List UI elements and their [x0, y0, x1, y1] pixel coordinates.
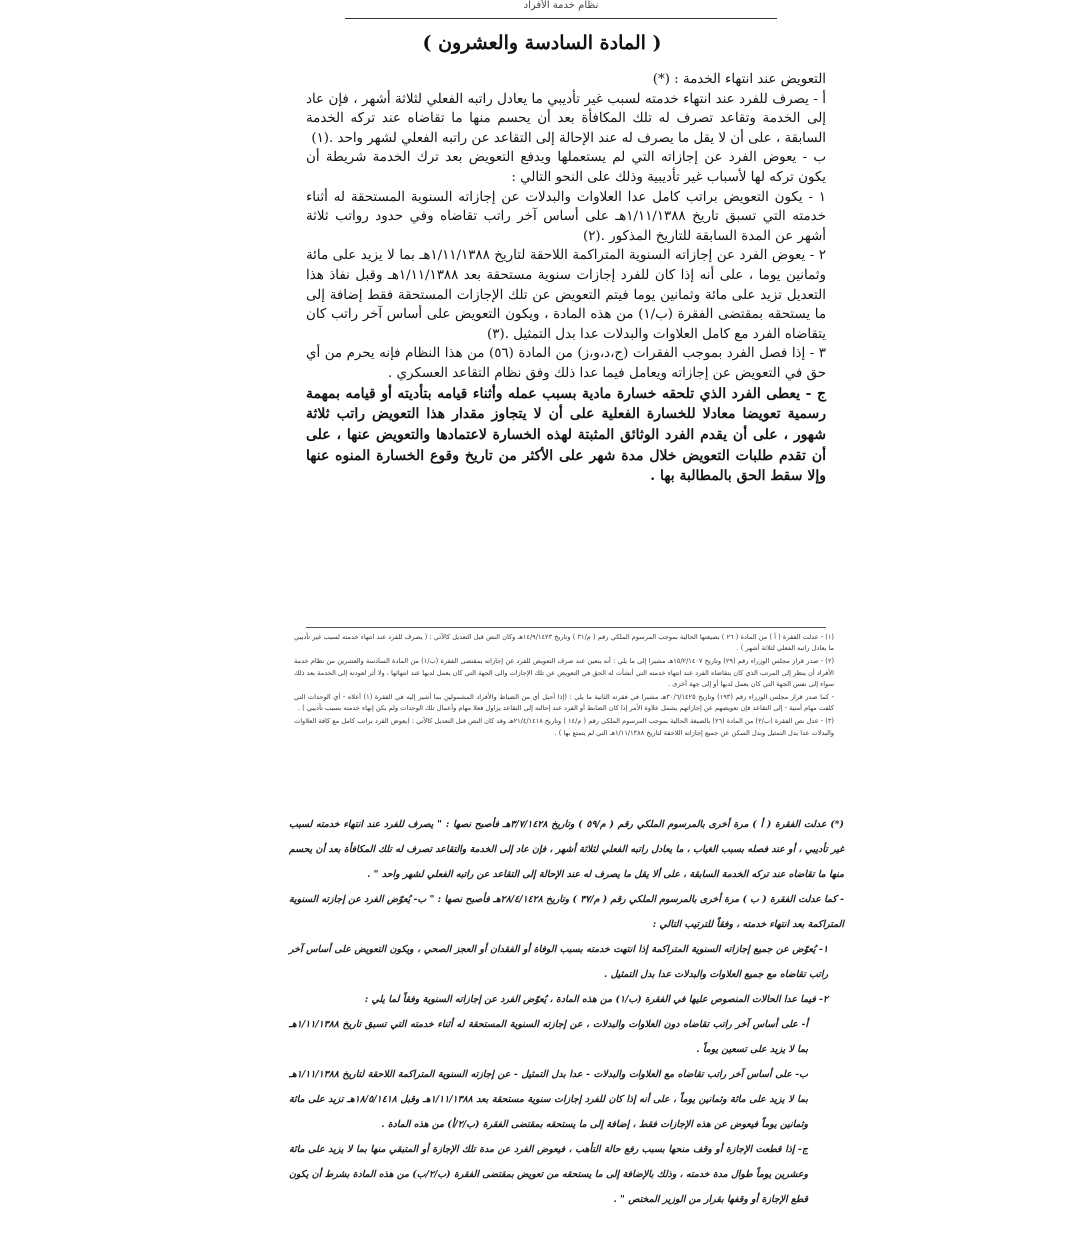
amendment-note: ب- على أساس آخر راتب تقاضاه مع العلاوات والبدلات - عدا بدل التمثيل - عن إجازته السنوية المتراكمة اللاحقة لتاريخ ١/١١/١٣٨٨هـ بما لا يزيد على مائة وثمانين يوماً ، على أنه إذا كان للفرد إجازات سنوية مستحقة بعد ١/١١/١٣٨٨هـ وقبل ١٨/٥/١٤١٨هـ تزيد على مائة وثمانين يوماً فيعوض عن هذه الإجازات فقط ، إضافة إلى ما يستحقه بمقتضى الفقرة (ب/٢/أ) من هذه المادة . [289, 1069, 808, 1130]
running-title: نظام خدمة الأفراد [523, 0, 599, 11]
footnote-1: (١) - عدلت الفقرة ( أ ) من المادة ( ٢٦ ) بصيغتها الحالية بموجب المرسوم الملكي رقم ( م/٣١ ) وتاريخ ١٤/٩/١٤٢٣هـ وكان النص قبل التعديل كالآتي : ( يصرف للفرد عند انتهاء خدمته لسبب غير تأديبي ما يعادل راتبه الفعلي لثلاثة أشهر ) . [294, 633, 834, 653]
footnote-2-cont: - كما صدر قرار مجلس الوزراء رقم (١٩٣) وتاريخ ٣٠/٦/١٤٢٥هـ مشيرا في فقرته الثانية ما يلي : (إذا أحيل أي من الضباط والأفراد المشمولين بما أشير إليه في الفقرة (١) أعلاه - أي الوحدات التي كلفت مهام أمنية - إلى التقاعد فإن تعويضهم عن إجازاتهم يشمل علاوة الأمر إذا كان الضابط أو الفرد عند إحالته إلى التقاعد يزاول فعلا مهام وأعمال تلك الوحدات ولم يكن إنهاء خدمته بسبب تأديبي ) . [294, 693, 834, 713]
amendment-notes [289, 812, 844, 1212]
paragraph-a: أ - يصرف للفرد عند انتهاء خدمته لسبب غير تأديبي ما يعادل راتبه الفعلي لثلاثة أشهر ، فإن عاد إلى الخدمة وتقاعد تصرف له تلك المكافأة بعد أن يحسم منها ما تقاضاه عند تركه الخدمة السابقة ، على أن لا يقل ما يصرف له عند الإحالة إلى التقاعد عن راتبه الفعلي لشهر واحد .(١) [306, 91, 826, 146]
amendment-note: ج- إذا قطعت الإجازة أو وقف منحها بسبب رفع حالة التأهب ، فيعوض الفرد عن مدة تلك الإجازة أو المتبقي منها بما لا يزيد على مائة وعشرين يوماً طوال مدة خدمته ، وذلك بالإضافة إلى ما يستحقه من تعويض بمقتضى الفقرة (ب/٢/ب) من هذه المادة بشرط أن يكون قطع الإجازة أو وقفها بقرار من الوزير المختص " . [289, 1144, 808, 1205]
paragraph-b3: ٣ - إذا فصل الفرد بموجب الفقرات (ج،د،و،ز) من المادة (٥٦) من هذا النظام فإنه يحرم من أي حق في التعويض عن إجازاته ويعامل فيما عدا ذلك وفق نظام التقاعد العسكري . [306, 346, 826, 381]
amendment-note: أ- على أساس آخر راتب تقاضاه دون العلاوات والبدلات ، عن إجازته السنوية المستحقة له أثناء خدمته التي تسبق تاريخ ١/١١/١٣٨٨هـ بما لا يزيد على تسعين يوماً . [289, 1019, 808, 1055]
amendment-note: - كما عدلت الفقرة ( ب ) مرة أخرى بالمرسوم الملكي رقم ( م/٣٧ ) وتاريخ ٢٨/٤/١٤٢٨هـ فأصبح نصها : " ب- يُعوّض الفرد عن إجازته السنوية المتراكمة بعد انتهاء خدمته ، وفقاً للترتيب التالي : [289, 894, 844, 930]
footnote-divider [306, 627, 826, 628]
paragraph-b1: ١ - يكون التعويض براتب كامل عدا العلاوات والبدلات عن إجازاته السنوية المستحقة له أثناء خدمته التي تسبق تاريخ ١/١١/١٣٨٨هـ على أساس آخر راتب تقاضاه وفي حدود رواتب ثلاثة أشهر عن المدة السابقة للتاريخ المذكور .(٢) [306, 189, 826, 244]
running-header [345, 0, 777, 19]
amendment-note: ١- يُعوّض عن جميع إجازاته السنوية المتراكمة إذا انتهت خدمته بسبب الوفاة أو الفقدان أو العجز الصحي ، ويكون التعويض على أساس آخر راتب تقاضاه مع جميع العلاوات والبدلات عدا بدل التمثيل . [289, 944, 828, 980]
footnote-3: (٣) - عدل نص الفقرة (ب/٢) من المادة (٢٦) بالصيغة الحالية بموجب المرسوم الملكي رقم ( م/١٤ ) وتاريخ ٢١/٤/١٤١٨هـ وقد كان النص قبل التعديل كالآتي : (يعوض الفرد براتب كامل مع كافة العلاوات والبدلات عدا بدل التمثيل وبدل السكن عن جميع إجازاته اللاحقة لتاريخ ١/١١/١٣٨٨هـ التي لم يتمتع بها ) . [294, 717, 834, 737]
article-title: ( المادة السادسة والعشرون ) [422, 32, 662, 54]
footnote-2: (٢) - صدر قرار مجلس الوزراء رقم (٢٩) وتاريخ ١٥/٢/١٤٠٧هـ مشيرا إلى ما يلي : أنه يتعين عند صرف التعويض للفرد عن إجازاته بمقتضى الفقرة (ب/١) من المادة السادسة والعشرين من نظام خدمة الأفراد أن ينظر إلى المرتب الذي كان يتقاضاه الفرد عند انتهاء خدمته التي أنشأت له الحق في التعويض عن تلك الإجازات والى الجهة التي كان يعمل لديها عند انتهائها ، ولا أثر لعودته إلى الخدمة بعد ذلك سواء إلى نفس الجهة التي كان يعمل لديها أو إلى جهة أخرى . [294, 657, 835, 688]
footnotes [294, 632, 834, 741]
paragraph-c: ج - يعطى الفرد الذي تلحقه خسارة مادية بسبب عمله وأثناء قيامه بتأديته أو قيامه بمهمة رسمية تعويضا معادلا للخسارة الفعلية على أن لا يتجاوز مقدار هذا التعويض راتب ثلاثة شهور ، على أن يقدم الفرد الوثائق المثبتة لهذه الخسارة لاعتمادها والتعويض عنها ، على أن تقدم طلبات التعويض خلال مدة شهر على الأكثر من تاريخ وقوع الخسارة المنوه عنها وإلا سقط الحق بالمطالبة بها . [306, 385, 826, 485]
section-heading: التعويض عند انتهاء الخدمة : (*) [652, 72, 826, 87]
article-body [306, 70, 826, 487]
paragraph-b2: ٢ - يعوض الفرد عن إجازاته السنوية المتراكمة اللاحقة لتاريخ ١/١١/١٣٨٨هـ بما لا يزيد على مائة وثمانين يوما ، على أنه إذا كان للفرد إجازات سنوية مستحقة بعد ١/١١/١٣٨٨هـ وقبل نفاذ هذا التعديل تزيد على مائة وثمانين يوما فيتم التعويض عن تلك الإجازات المستحقة فقط إضافة إلى ما يستحقه بمقتضى الفقرة (ب/١) من هذه المادة ، ويكون التعويض على أساس آخر راتب كان يتقاضاه الفرد مع كامل العلاوات والبدلات عدا بدل التمثيل .(٣) [306, 248, 826, 342]
amendment-note: (*) عدلت الفقرة ( أ ) مرة أخرى بالمرسوم الملكي رقم ( م/٥٩ ) وتاريخ ٣/٧/١٤٢٨هـ فأصبح نصها : " يصرف للفرد عند انتهاء خدمته لسبب غير تأديبي ، أو عند فصله بسبب الغياب ، ما يعادل راتبه الفعلي لثلاثة أشهر ، فإن عاد إلى الخدمة والتقاعد تصرف له تلك المكافأة بعد أن يحسم منها ما تقاضاه عند تركه الخدمة السابقة ، على ألا يقل ما يصرف له عند الإحالة إلى التقاعد عن راتبه الفعلي لشهر واحد " . [289, 819, 844, 880]
amendment-note: ٢- فيما عدا الحالات المنصوص عليها في الفقرة (ب/١) من هذه المادة ، يُعوّض الفرد عن إجازاته السنوية وفقاً لما يلي : [364, 994, 828, 1005]
paragraph-b: ب - يعوض الفرد عن إجازاته التي لم يستعملها ويدفع التعويض بعد ترك الخدمة شريطة أن يكون تركه لها لأسباب غير تأديبية وذلك على النحو التالي : [306, 150, 826, 185]
